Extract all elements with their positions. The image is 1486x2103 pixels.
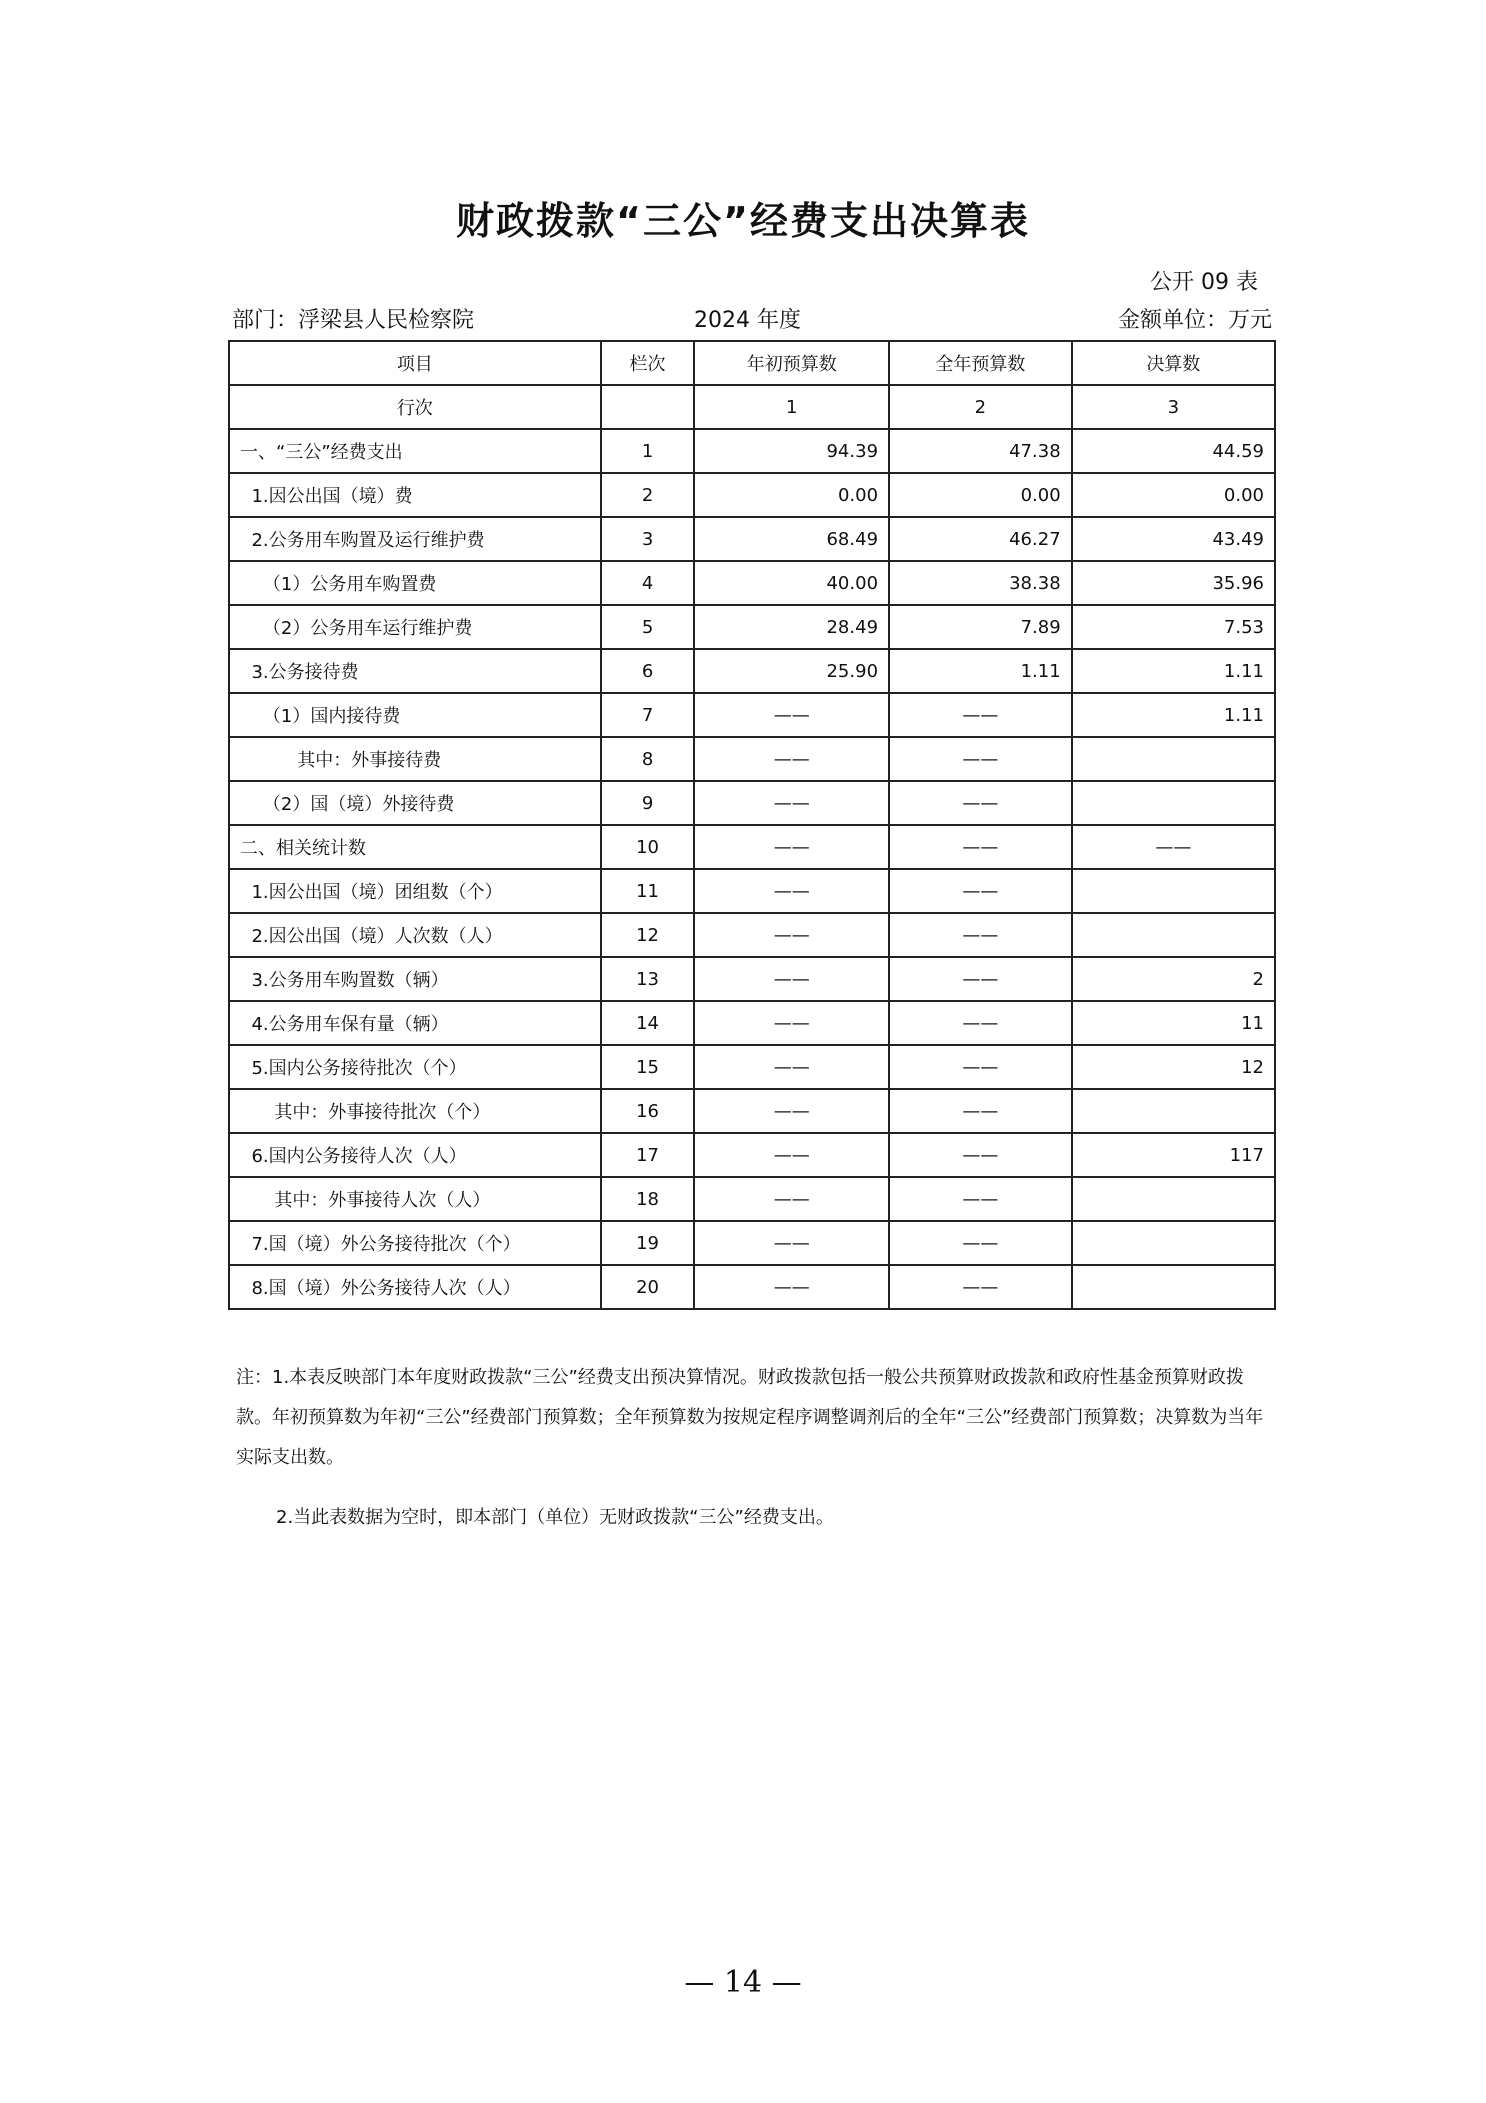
cell-row-item: （2）国（境）外接待费	[229, 781, 601, 825]
cell-final-account	[1072, 1265, 1275, 1309]
cell-final-account: 0.00	[1072, 473, 1275, 517]
cell-row-item: （1）公务用车购置费	[229, 561, 601, 605]
header-item: 项目	[229, 341, 601, 385]
cell-row-no: 11	[601, 869, 695, 913]
header-full-year-budget: 全年预算数	[889, 341, 1072, 385]
table-row	[229, 1089, 1275, 1133]
cell-final-account	[1072, 913, 1275, 957]
cell-row-item: 8.国（境）外公务接待人次（人）	[229, 1265, 601, 1309]
form-number: 公开 09 表	[1150, 270, 1258, 295]
cell-row-no: 4	[601, 561, 695, 605]
table-row	[229, 605, 1275, 649]
cell-initial-budget: ——	[694, 1133, 889, 1177]
cell-row-item: （2）公务用车运行维护费	[229, 605, 601, 649]
table-row	[229, 1265, 1275, 1309]
cell-row-item: 其中：外事接待费	[229, 737, 601, 781]
table-row	[229, 1221, 1275, 1265]
cell-final-account: 1.11	[1072, 693, 1275, 737]
table-row	[229, 649, 1275, 693]
table-row	[229, 385, 1275, 429]
cell-final-account	[1072, 1221, 1275, 1265]
cell-full-year-budget: ——	[889, 1089, 1072, 1133]
cell-row-item: 7.国（境）外公务接待批次（个）	[229, 1221, 601, 1265]
amount-unit: 金额单位：万元	[1117, 308, 1272, 333]
cell-full-year-budget: 7.89	[889, 605, 1072, 649]
cell-initial-budget: ——	[694, 1265, 889, 1309]
cell-row-no: 6	[601, 649, 695, 693]
cell-full-year-budget: ——	[889, 825, 1072, 869]
cell-row-item: 1.因公出国（境）费	[229, 473, 601, 517]
table-row	[229, 1133, 1275, 1177]
cell-final-account: ——	[1072, 825, 1275, 869]
cell-final-account: 1.11	[1072, 649, 1275, 693]
cell-final-account	[1072, 1177, 1275, 1221]
cell-row-no: 2	[601, 473, 695, 517]
cell-full-year-budget: ——	[889, 1001, 1072, 1045]
cell-row-item: 2.公务用车购置及运行维护费	[229, 517, 601, 561]
cell-row-no: 12	[601, 913, 695, 957]
table-row	[229, 737, 1275, 781]
cell-row-no: 17	[601, 1133, 695, 1177]
cell-row-item: 3.公务用车购置数（辆）	[229, 957, 601, 1001]
cell-full-year-budget: ——	[889, 693, 1072, 737]
cell-initial-budget: 25.90	[694, 649, 889, 693]
cell-row-no: 14	[601, 1001, 695, 1045]
cell-final-account: 2	[1072, 957, 1275, 1001]
table-header-row	[229, 341, 1275, 385]
cell-initial-budget: ——	[694, 781, 889, 825]
cell-final-account	[1072, 869, 1275, 913]
cell-full-year-budget: ——	[889, 781, 1072, 825]
cell-full-year-budget: ——	[889, 1265, 1072, 1309]
cell-initial-budget: 68.49	[694, 517, 889, 561]
cell-row-no: 10	[601, 825, 695, 869]
cell-row-item: 一、“三公”经费支出	[229, 429, 601, 473]
cell-final-account: 44.59	[1072, 429, 1275, 473]
header-initial-budget: 年初预算数	[694, 341, 889, 385]
cell-row-item: 其中：外事接待批次（个）	[229, 1089, 601, 1133]
cell-full-year-budget: ——	[889, 957, 1072, 1001]
cell-initial-budget: ——	[694, 869, 889, 913]
cell-row-no: 19	[601, 1221, 695, 1265]
table-row	[229, 1045, 1275, 1089]
table-row	[229, 825, 1275, 869]
page-number: — 14 —	[684, 1965, 802, 2000]
table-row	[229, 473, 1275, 517]
cell-initial-budget: 94.39	[694, 429, 889, 473]
cell-row-no: 20	[601, 1265, 695, 1309]
table-row	[229, 869, 1275, 913]
cell-row-item: 行次	[229, 385, 601, 429]
cell-full-year-budget: 2	[889, 385, 1072, 429]
cell-final-account	[1072, 781, 1275, 825]
table-row	[229, 1177, 1275, 1221]
cell-row-item: 3.公务接待费	[229, 649, 601, 693]
cell-initial-budget: ——	[694, 737, 889, 781]
cell-final-account: 117	[1072, 1133, 1275, 1177]
cell-full-year-budget: 0.00	[889, 473, 1072, 517]
cell-full-year-budget: ——	[889, 737, 1072, 781]
cell-initial-budget: ——	[694, 1001, 889, 1045]
cell-row-no: 5	[601, 605, 695, 649]
note-2: 2.当此表数据为空时，即本部门（单位）无财政拨款“三公”经费支出。	[276, 1507, 834, 1528]
cell-row-no: 8	[601, 737, 695, 781]
cell-initial-budget: 40.00	[694, 561, 889, 605]
table-row	[229, 781, 1275, 825]
cell-row-no	[601, 385, 695, 429]
cell-full-year-budget: 46.27	[889, 517, 1072, 561]
fiscal-year: 2024 年度	[694, 308, 801, 333]
cell-final-account: 3	[1072, 385, 1275, 429]
cell-initial-budget: 28.49	[694, 605, 889, 649]
cell-final-account: 7.53	[1072, 605, 1275, 649]
cell-row-no: 3	[601, 517, 695, 561]
cell-final-account: 12	[1072, 1045, 1275, 1089]
cell-full-year-budget: ——	[889, 1177, 1072, 1221]
cell-full-year-budget: ——	[889, 1221, 1072, 1265]
header-column-no: 栏次	[601, 341, 695, 385]
cell-final-account: 11	[1072, 1001, 1275, 1045]
table-row	[229, 429, 1275, 473]
header-final-account: 决算数	[1072, 341, 1275, 385]
cell-final-account: 43.49	[1072, 517, 1275, 561]
table-row	[229, 913, 1275, 957]
table-row	[229, 957, 1275, 1001]
page-title: 财政拨款“三公”经费支出决算表	[456, 199, 1030, 243]
cell-row-no: 18	[601, 1177, 695, 1221]
cell-row-item: 4.公务用车保有量（辆）	[229, 1001, 601, 1045]
cell-initial-budget: ——	[694, 1177, 889, 1221]
cell-row-item: 6.国内公务接待人次（人）	[229, 1133, 601, 1177]
cell-row-item: 二、相关统计数	[229, 825, 601, 869]
cell-initial-budget: ——	[694, 693, 889, 737]
cell-full-year-budget: ——	[889, 1045, 1072, 1089]
table-row	[229, 517, 1275, 561]
table-row	[229, 561, 1275, 605]
table-row	[229, 693, 1275, 737]
cell-row-no: 1	[601, 429, 695, 473]
cell-row-item: 1.因公出国（境）团组数（个）	[229, 869, 601, 913]
cell-full-year-budget: ——	[889, 913, 1072, 957]
cell-row-item: 5.国内公务接待批次（个）	[229, 1045, 601, 1089]
table-row	[229, 1001, 1275, 1045]
cell-full-year-budget: 38.38	[889, 561, 1072, 605]
cell-row-no: 13	[601, 957, 695, 1001]
cell-full-year-budget: 1.11	[889, 649, 1072, 693]
cell-initial-budget: ——	[694, 1221, 889, 1265]
note-1: 注：1.本表反映部门本年度财政拨款“三公”经费支出预决算情况。财政拨款包括一般公共预算财政拨款和政府性基金预算财政拨款。年初预算数为年初“三公”经费部门预算数；全年预算数为按规定程序调整调剂后的全年“三公”经费部门预算数；决算数为当年实际支出数。	[236, 1367, 1264, 1468]
cell-full-year-budget: ——	[889, 869, 1072, 913]
cell-row-no: 7	[601, 693, 695, 737]
cell-initial-budget: ——	[694, 913, 889, 957]
cell-row-no: 15	[601, 1045, 695, 1089]
cell-full-year-budget: ——	[889, 1133, 1072, 1177]
notes	[236, 1358, 1266, 1538]
cell-final-account	[1072, 1089, 1275, 1133]
cell-row-item: （1）国内接待费	[229, 693, 601, 737]
department: 部门：浮梁县人民检察院	[232, 308, 475, 333]
cell-row-no: 9	[601, 781, 695, 825]
cell-final-account	[1072, 737, 1275, 781]
cell-row-no: 16	[601, 1089, 695, 1133]
expense-table	[228, 340, 1276, 1310]
cell-initial-budget: 0.00	[694, 473, 889, 517]
cell-full-year-budget: 47.38	[889, 429, 1072, 473]
cell-row-item: 2.因公出国（境）人次数（人）	[229, 913, 601, 957]
cell-initial-budget: 1	[694, 385, 889, 429]
cell-initial-budget: ——	[694, 957, 889, 1001]
cell-final-account: 35.96	[1072, 561, 1275, 605]
cell-row-item: 其中：外事接待人次（人）	[229, 1177, 601, 1221]
cell-initial-budget: ——	[694, 1045, 889, 1089]
cell-initial-budget: ——	[694, 1089, 889, 1133]
cell-initial-budget: ——	[694, 825, 889, 869]
